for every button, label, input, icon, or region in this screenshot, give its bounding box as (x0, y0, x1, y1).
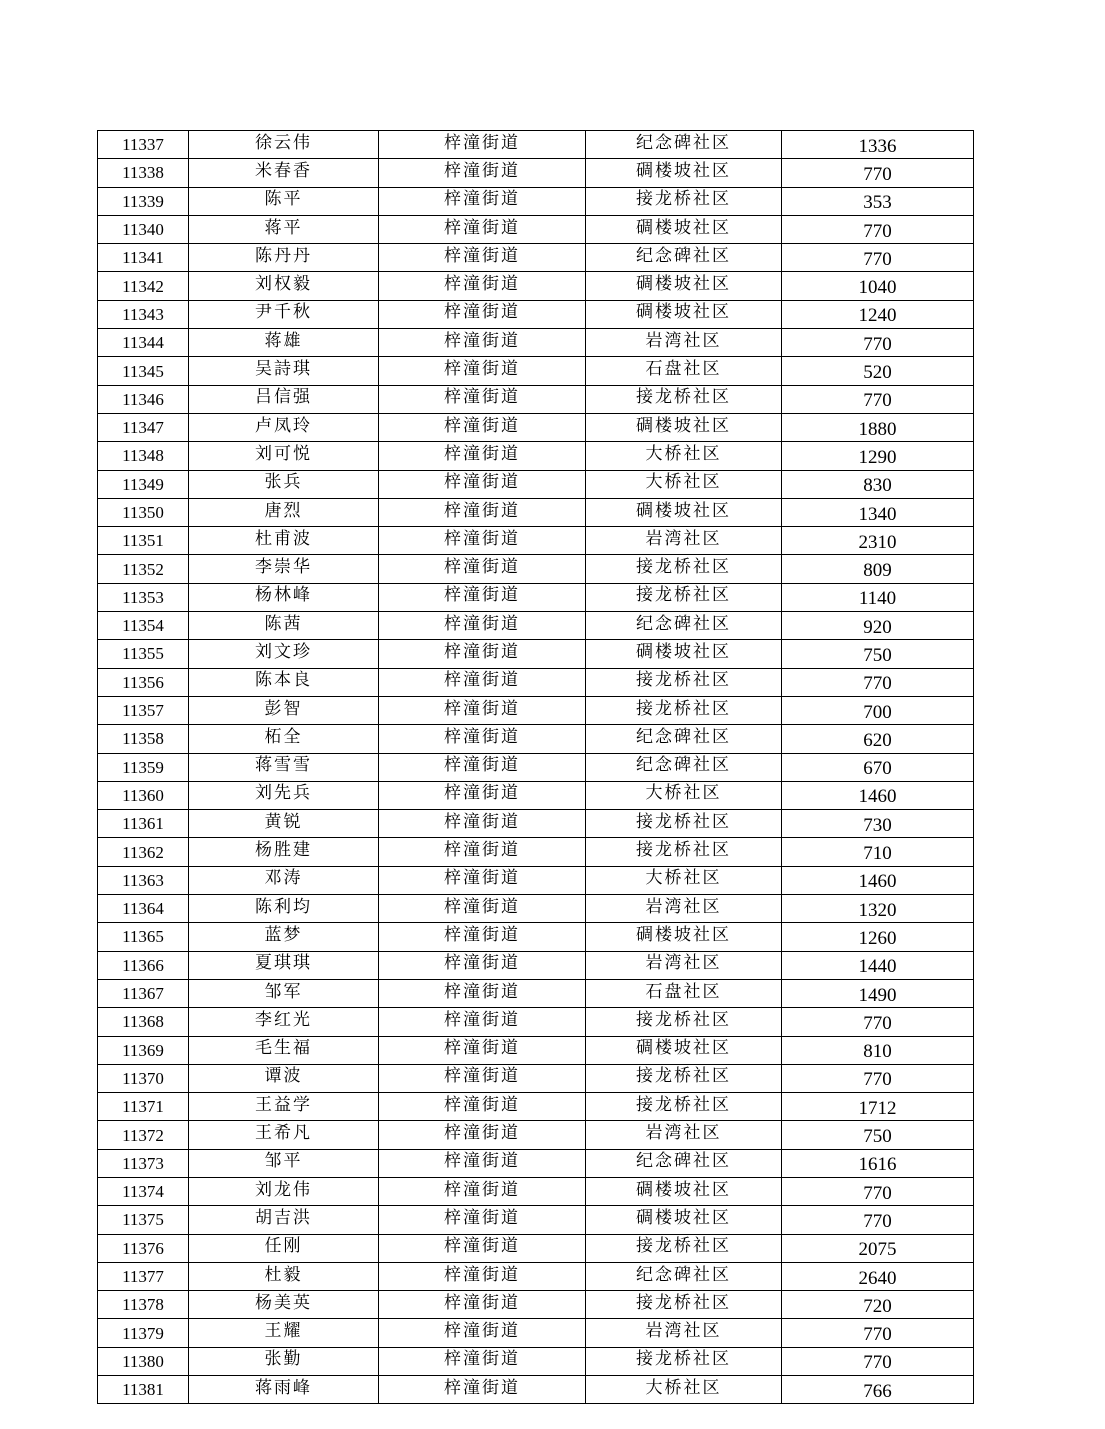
record-id-cell: 11372 (98, 1121, 189, 1149)
table-row (98, 979, 974, 1007)
person-name-cell: 徐云伟 (189, 131, 379, 159)
amount-cell: 770 (782, 1064, 974, 1092)
record-id-cell: 11339 (98, 187, 189, 215)
person-name-cell: 陈平 (189, 187, 379, 215)
amount-cell: 720 (782, 1291, 974, 1319)
record-id-cell: 11359 (98, 753, 189, 781)
amount-cell: 620 (782, 725, 974, 753)
table-row (98, 1234, 974, 1262)
person-name-cell: 蓝梦 (189, 923, 379, 951)
street-cell: 梓潼街道 (379, 951, 586, 979)
street-cell: 梓潼街道 (379, 1291, 586, 1319)
person-name-cell: 吴詩琪 (189, 357, 379, 385)
record-id-cell: 11341 (98, 244, 189, 272)
record-id-cell: 11365 (98, 923, 189, 951)
person-name-cell: 谭波 (189, 1064, 379, 1092)
record-id-cell: 11373 (98, 1149, 189, 1177)
table-row (98, 300, 974, 328)
street-cell: 梓潼街道 (379, 781, 586, 809)
amount-cell: 1616 (782, 1149, 974, 1177)
amount-cell: 770 (782, 1177, 974, 1205)
record-id-cell: 11349 (98, 470, 189, 498)
street-cell: 梓潼街道 (379, 555, 586, 583)
table-row (98, 612, 974, 640)
record-id-cell: 11354 (98, 612, 189, 640)
street-cell: 梓潼街道 (379, 442, 586, 470)
record-id-cell: 11348 (98, 442, 189, 470)
amount-cell: 770 (782, 1319, 974, 1347)
record-id-cell: 11374 (98, 1177, 189, 1205)
street-cell: 梓潼街道 (379, 215, 586, 243)
community-cell: 纪念碑社区 (586, 753, 782, 781)
community-cell: 接龙桥社区 (586, 1008, 782, 1036)
person-name-cell: 陈茜 (189, 612, 379, 640)
table-row (98, 640, 974, 668)
person-name-cell: 邹平 (189, 1149, 379, 1177)
street-cell: 梓潼街道 (379, 385, 586, 413)
record-id-cell: 11362 (98, 838, 189, 866)
record-id-cell: 11340 (98, 215, 189, 243)
person-name-cell: 刘先兵 (189, 781, 379, 809)
table-row (98, 781, 974, 809)
community-cell: 接龙桥社区 (586, 838, 782, 866)
record-id-cell: 11376 (98, 1234, 189, 1262)
person-name-cell: 蒋雄 (189, 329, 379, 357)
amount-cell: 730 (782, 810, 974, 838)
record-id-cell: 11345 (98, 357, 189, 385)
street-cell: 梓潼街道 (379, 1064, 586, 1092)
amount-cell: 770 (782, 215, 974, 243)
community-cell: 碉楼坡社区 (586, 1206, 782, 1234)
person-name-cell: 尹千秋 (189, 300, 379, 328)
person-name-cell: 任刚 (189, 1234, 379, 1262)
amount-cell: 700 (782, 696, 974, 724)
amount-cell: 770 (782, 1206, 974, 1234)
amount-cell: 770 (782, 1347, 974, 1375)
community-cell: 岩湾社区 (586, 951, 782, 979)
record-id-cell: 11346 (98, 385, 189, 413)
table-row (98, 1206, 974, 1234)
record-id-cell: 11353 (98, 583, 189, 611)
street-cell: 梓潼街道 (379, 470, 586, 498)
table-row (98, 668, 974, 696)
table-row (98, 1008, 974, 1036)
person-name-cell: 刘可悦 (189, 442, 379, 470)
table-row (98, 1121, 974, 1149)
record-id-cell: 11368 (98, 1008, 189, 1036)
person-name-cell: 陈本良 (189, 668, 379, 696)
record-id-cell: 11375 (98, 1206, 189, 1234)
street-cell: 梓潼街道 (379, 1206, 586, 1234)
community-cell: 大桥社区 (586, 781, 782, 809)
street-cell: 梓潼街道 (379, 1319, 586, 1347)
person-name-cell: 张兵 (189, 470, 379, 498)
person-name-cell: 蒋雪雪 (189, 753, 379, 781)
record-id-cell: 11347 (98, 413, 189, 441)
street-cell: 梓潼街道 (379, 753, 586, 781)
person-name-cell: 胡吉洪 (189, 1206, 379, 1234)
record-id-cell: 11344 (98, 329, 189, 357)
community-cell: 接龙桥社区 (586, 583, 782, 611)
street-cell: 梓潼街道 (379, 583, 586, 611)
street-cell: 梓潼街道 (379, 923, 586, 951)
record-id-cell: 11371 (98, 1093, 189, 1121)
community-cell: 接龙桥社区 (586, 1234, 782, 1262)
table-row (98, 1149, 974, 1177)
person-name-cell: 柘全 (189, 725, 379, 753)
amount-cell: 1040 (782, 272, 974, 300)
community-cell: 大桥社区 (586, 442, 782, 470)
person-name-cell: 夏琪琪 (189, 951, 379, 979)
person-name-cell: 王益学 (189, 1093, 379, 1121)
amount-cell: 1440 (782, 951, 974, 979)
person-name-cell: 王耀 (189, 1319, 379, 1347)
table-row (98, 1177, 974, 1205)
community-cell: 碉楼坡社区 (586, 272, 782, 300)
person-name-cell: 邓涛 (189, 866, 379, 894)
person-name-cell: 蒋平 (189, 215, 379, 243)
table-row (98, 895, 974, 923)
community-cell: 接龙桥社区 (586, 1064, 782, 1092)
community-cell: 纪念碑社区 (586, 1149, 782, 1177)
amount-cell: 1460 (782, 781, 974, 809)
amount-cell: 770 (782, 329, 974, 357)
community-cell: 接龙桥社区 (586, 187, 782, 215)
amount-cell: 770 (782, 1008, 974, 1036)
community-cell: 接龙桥社区 (586, 668, 782, 696)
person-name-cell: 唐烈 (189, 498, 379, 526)
community-cell: 纪念碑社区 (586, 244, 782, 272)
table-row (98, 442, 974, 470)
table-row (98, 357, 974, 385)
street-cell: 梓潼街道 (379, 498, 586, 526)
amount-cell: 1340 (782, 498, 974, 526)
person-name-cell: 邹军 (189, 979, 379, 1007)
community-cell: 接龙桥社区 (586, 1291, 782, 1319)
amount-cell: 1260 (782, 923, 974, 951)
street-cell: 梓潼街道 (379, 1121, 586, 1149)
record-id-cell: 11366 (98, 951, 189, 979)
table-row (98, 1064, 974, 1092)
table-row (98, 555, 974, 583)
person-name-cell: 彭智 (189, 696, 379, 724)
community-cell: 碉楼坡社区 (586, 498, 782, 526)
amount-cell: 1336 (782, 131, 974, 159)
amount-cell: 810 (782, 1036, 974, 1064)
amount-cell: 920 (782, 612, 974, 640)
amount-cell: 2310 (782, 527, 974, 555)
street-cell: 梓潼街道 (379, 357, 586, 385)
record-id-cell: 11338 (98, 159, 189, 187)
street-cell: 梓潼街道 (379, 640, 586, 668)
person-name-cell: 王希凡 (189, 1121, 379, 1149)
record-id-cell: 11343 (98, 300, 189, 328)
table-row (98, 272, 974, 300)
record-id-cell: 11364 (98, 895, 189, 923)
amount-cell: 353 (782, 187, 974, 215)
record-id-cell: 11367 (98, 979, 189, 1007)
record-id-cell: 11360 (98, 781, 189, 809)
street-cell: 梓潼街道 (379, 1376, 586, 1404)
record-id-cell: 11352 (98, 555, 189, 583)
person-name-cell: 刘文珍 (189, 640, 379, 668)
table-row (98, 753, 974, 781)
table-row (98, 1093, 974, 1121)
street-cell: 梓潼街道 (379, 1093, 586, 1121)
amount-cell: 1320 (782, 895, 974, 923)
street-cell: 梓潼街道 (379, 1262, 586, 1290)
amount-cell: 710 (782, 838, 974, 866)
amount-cell: 770 (782, 385, 974, 413)
person-name-cell: 卢凤玲 (189, 413, 379, 441)
amount-cell: 1880 (782, 413, 974, 441)
record-id-cell: 11355 (98, 640, 189, 668)
community-cell: 纪念碑社区 (586, 612, 782, 640)
person-name-cell: 米春香 (189, 159, 379, 187)
person-name-cell: 刘龙伟 (189, 1177, 379, 1205)
person-name-cell: 陈利均 (189, 895, 379, 923)
person-name-cell: 杜甫波 (189, 527, 379, 555)
community-cell: 碉楼坡社区 (586, 413, 782, 441)
community-cell: 纪念碑社区 (586, 131, 782, 159)
table-row (98, 244, 974, 272)
street-cell: 梓潼街道 (379, 244, 586, 272)
community-cell: 岩湾社区 (586, 329, 782, 357)
amount-cell: 520 (782, 357, 974, 385)
street-cell: 梓潼街道 (379, 159, 586, 187)
table-row (98, 866, 974, 894)
community-cell: 碉楼坡社区 (586, 640, 782, 668)
community-cell: 岩湾社区 (586, 895, 782, 923)
record-id-cell: 11363 (98, 866, 189, 894)
table-row (98, 329, 974, 357)
community-cell: 大桥社区 (586, 470, 782, 498)
street-cell: 梓潼街道 (379, 810, 586, 838)
community-cell: 碉楼坡社区 (586, 159, 782, 187)
record-id-cell: 11356 (98, 668, 189, 696)
amount-cell: 1140 (782, 583, 974, 611)
community-cell: 接龙桥社区 (586, 555, 782, 583)
table-row (98, 951, 974, 979)
community-cell: 碉楼坡社区 (586, 923, 782, 951)
street-cell: 梓潼街道 (379, 668, 586, 696)
person-name-cell: 杨胜建 (189, 838, 379, 866)
records-table-body (98, 131, 974, 1404)
street-cell: 梓潼街道 (379, 187, 586, 215)
record-id-cell: 11337 (98, 131, 189, 159)
records-table (97, 130, 974, 1404)
record-id-cell: 11361 (98, 810, 189, 838)
amount-cell: 2640 (782, 1262, 974, 1290)
table-row (98, 725, 974, 753)
amount-cell: 830 (782, 470, 974, 498)
amount-cell: 1712 (782, 1093, 974, 1121)
record-id-cell: 11369 (98, 1036, 189, 1064)
street-cell: 梓潼街道 (379, 612, 586, 640)
record-id-cell: 11357 (98, 696, 189, 724)
community-cell: 岩湾社区 (586, 1319, 782, 1347)
street-cell: 梓潼街道 (379, 1008, 586, 1036)
amount-cell: 670 (782, 753, 974, 781)
community-cell: 石盘社区 (586, 357, 782, 385)
street-cell: 梓潼街道 (379, 413, 586, 441)
street-cell: 梓潼街道 (379, 979, 586, 1007)
record-id-cell: 11378 (98, 1291, 189, 1319)
table-row (98, 696, 974, 724)
person-name-cell: 毛生福 (189, 1036, 379, 1064)
community-cell: 碉楼坡社区 (586, 215, 782, 243)
amount-cell: 1460 (782, 866, 974, 894)
community-cell: 碉楼坡社区 (586, 300, 782, 328)
amount-cell: 770 (782, 244, 974, 272)
street-cell: 梓潼街道 (379, 866, 586, 894)
amount-cell: 770 (782, 159, 974, 187)
street-cell: 梓潼街道 (379, 1177, 586, 1205)
table-row (98, 527, 974, 555)
table-row (98, 1036, 974, 1064)
amount-cell: 1490 (782, 979, 974, 1007)
record-id-cell: 11377 (98, 1262, 189, 1290)
street-cell: 梓潼街道 (379, 696, 586, 724)
community-cell: 接龙桥社区 (586, 696, 782, 724)
table-row (98, 131, 974, 159)
person-name-cell: 刘权毅 (189, 272, 379, 300)
table-row (98, 1347, 974, 1375)
amount-cell: 1290 (782, 442, 974, 470)
record-id-cell: 11381 (98, 1376, 189, 1404)
person-name-cell: 李崇华 (189, 555, 379, 583)
community-cell: 岩湾社区 (586, 527, 782, 555)
community-cell: 接龙桥社区 (586, 1347, 782, 1375)
record-id-cell: 11350 (98, 498, 189, 526)
person-name-cell: 蒋雨峰 (189, 1376, 379, 1404)
table-row (98, 1262, 974, 1290)
community-cell: 碉楼坡社区 (586, 1036, 782, 1064)
community-cell: 石盘社区 (586, 979, 782, 1007)
street-cell: 梓潼街道 (379, 1347, 586, 1375)
amount-cell: 750 (782, 1121, 974, 1149)
community-cell: 碉楼坡社区 (586, 1177, 782, 1205)
table-row (98, 1376, 974, 1404)
person-name-cell: 吕信强 (189, 385, 379, 413)
amount-cell: 770 (782, 668, 974, 696)
record-id-cell: 11351 (98, 527, 189, 555)
table-row (98, 923, 974, 951)
community-cell: 纪念碑社区 (586, 1262, 782, 1290)
street-cell: 梓潼街道 (379, 131, 586, 159)
person-name-cell: 陈丹丹 (189, 244, 379, 272)
street-cell: 梓潼街道 (379, 895, 586, 923)
person-name-cell: 杜毅 (189, 1262, 379, 1290)
street-cell: 梓潼街道 (379, 838, 586, 866)
record-id-cell: 11370 (98, 1064, 189, 1092)
amount-cell: 750 (782, 640, 974, 668)
table-row (98, 470, 974, 498)
street-cell: 梓潼街道 (379, 272, 586, 300)
community-cell: 接龙桥社区 (586, 385, 782, 413)
street-cell: 梓潼街道 (379, 300, 586, 328)
table-row (98, 838, 974, 866)
street-cell: 梓潼街道 (379, 329, 586, 357)
record-id-cell: 11380 (98, 1347, 189, 1375)
street-cell: 梓潼街道 (379, 1036, 586, 1064)
person-name-cell: 黄锐 (189, 810, 379, 838)
table-row (98, 159, 974, 187)
table-row (98, 385, 974, 413)
table-row (98, 583, 974, 611)
community-cell: 大桥社区 (586, 866, 782, 894)
street-cell: 梓潼街道 (379, 1234, 586, 1262)
table-row (98, 1319, 974, 1347)
community-cell: 纪念碑社区 (586, 725, 782, 753)
amount-cell: 1240 (782, 300, 974, 328)
street-cell: 梓潼街道 (379, 725, 586, 753)
record-id-cell: 11358 (98, 725, 189, 753)
community-cell: 接龙桥社区 (586, 1093, 782, 1121)
table-row (98, 413, 974, 441)
person-name-cell: 杨美英 (189, 1291, 379, 1319)
table-row (98, 215, 974, 243)
community-cell: 岩湾社区 (586, 1121, 782, 1149)
record-id-cell: 11379 (98, 1319, 189, 1347)
person-name-cell: 李红光 (189, 1008, 379, 1036)
person-name-cell: 杨林峰 (189, 583, 379, 611)
person-name-cell: 张勤 (189, 1347, 379, 1375)
community-cell: 接龙桥社区 (586, 810, 782, 838)
amount-cell: 2075 (782, 1234, 974, 1262)
table-row (98, 498, 974, 526)
street-cell: 梓潼街道 (379, 1149, 586, 1177)
amount-cell: 766 (782, 1376, 974, 1404)
community-cell: 大桥社区 (586, 1376, 782, 1404)
street-cell: 梓潼街道 (379, 527, 586, 555)
amount-cell: 809 (782, 555, 974, 583)
record-id-cell: 11342 (98, 272, 189, 300)
table-row (98, 810, 974, 838)
table-row (98, 1291, 974, 1319)
table-row (98, 187, 974, 215)
